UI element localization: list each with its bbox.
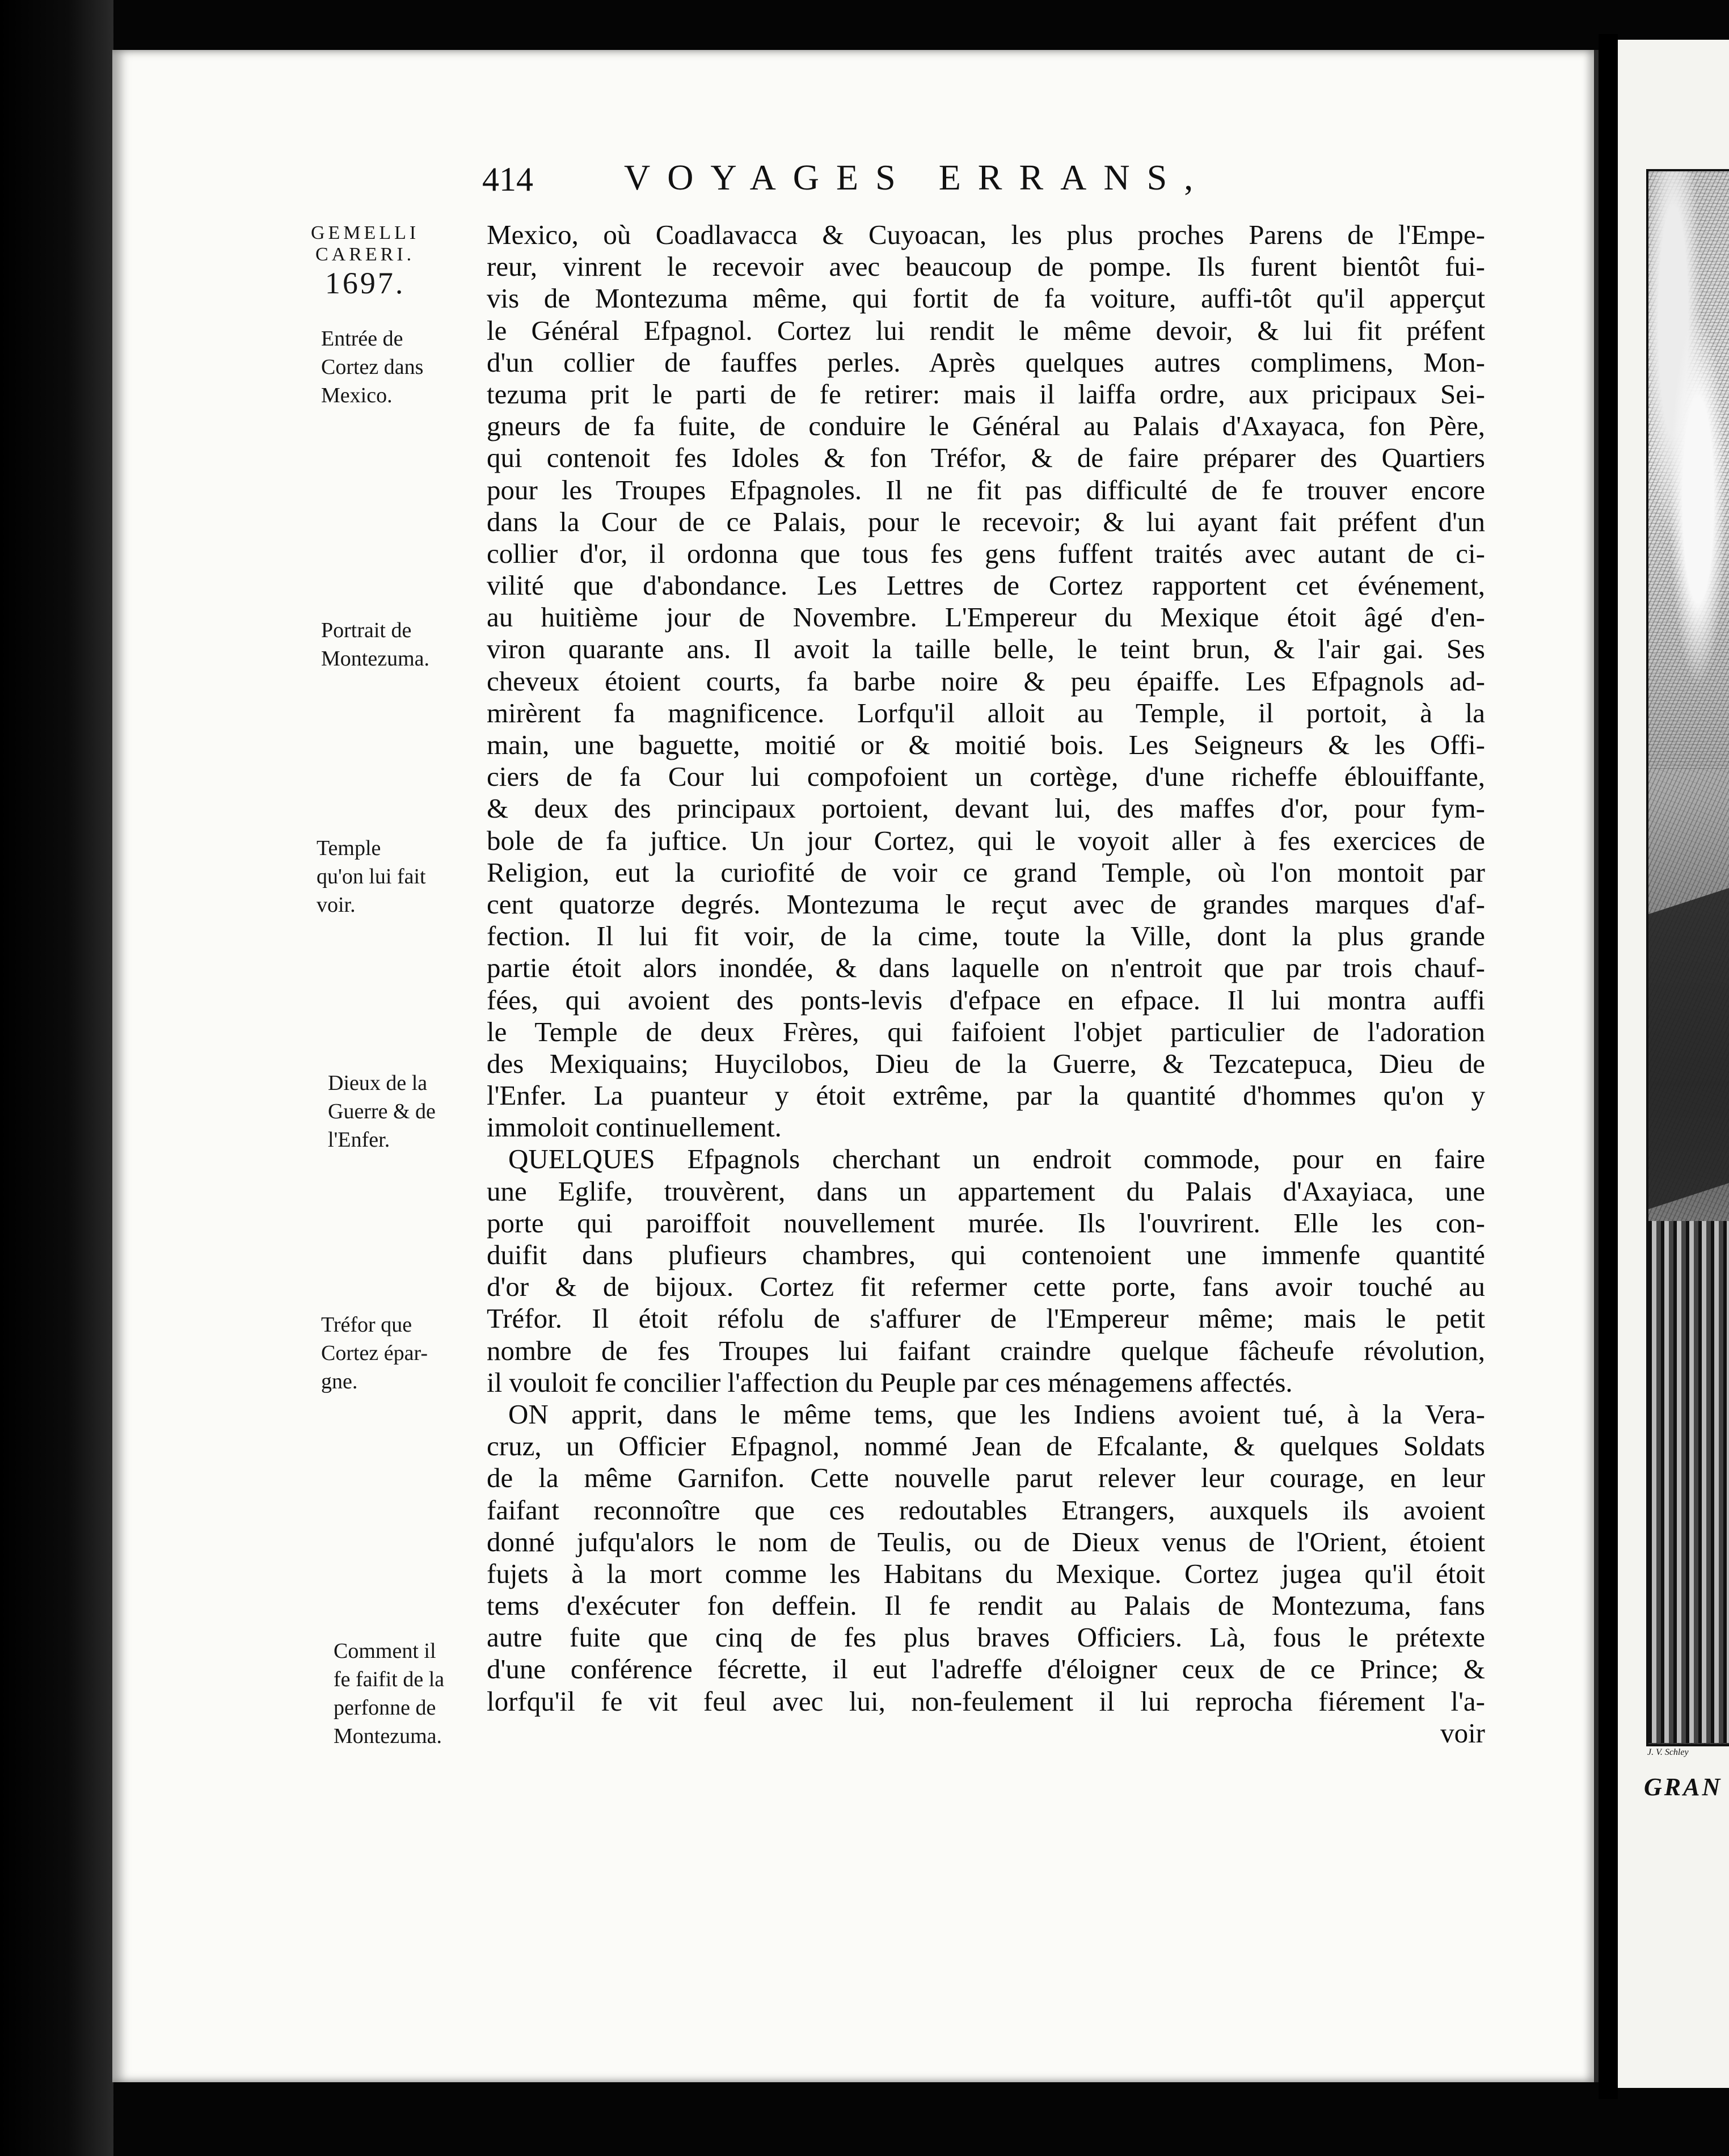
text-line: fection. Il lui fit voir, de la cime, toute la Ville, dont la plus grande: [487, 920, 1485, 952]
sidenote-line: Temple: [317, 836, 381, 860]
text-line: tems d'exécuter fon deffein. Il fe rendit au Palais de Montezuma, fans: [487, 1590, 1485, 1622]
text-line: au huitième jour de Novembre. L'Empereur du Mexique étoit âgé d'en-: [487, 601, 1485, 633]
text-line: dans la Cour de ce Palais, pour le recevoir; & lui ayant fait préfent d'un: [487, 506, 1485, 537]
text-line: donné jufqu'alors le nom de Teulis, ou de Dieux venus de l'Orient, étoient: [487, 1526, 1485, 1557]
running-title: VOYAGES ERRANS,: [624, 157, 1211, 197]
text-line: reur, vinrent le recevoir avec beaucoup de pompe. Ils furent bientôt fui-: [487, 251, 1485, 283]
sidenote-line: Dieux de la: [328, 1071, 428, 1095]
sidenote-line: Montezuma.: [321, 647, 430, 671]
sidenote-line: fe faifit de la: [334, 1667, 445, 1691]
sidenote-line: Montezuma.: [334, 1724, 442, 1748]
engraver-credit: J. V. Schley: [1647, 1747, 1689, 1757]
book-spine: [1599, 34, 1618, 2099]
sidenote-line: qu'on lui fait: [317, 865, 426, 888]
text-line: & deux des principaux portoient, devant lui, des maffes d'or, pour fym-: [487, 793, 1485, 824]
sidenote-line: Cortez épar-: [321, 1341, 428, 1365]
sidenote-temple: [317, 834, 426, 919]
text-line: collier d'or, il ordonna que tous fes gens fuffent traités avec autant de ci-: [487, 537, 1485, 569]
text-line: cruz, un Officier Efpagnol, nommé Jean de Efcalante, & quelques Soldats: [487, 1430, 1485, 1462]
sidenote-line: gne.: [321, 1370, 358, 1393]
engraving-plate: [1646, 169, 1729, 1746]
engraving-city: [1648, 1221, 1729, 1743]
text-line: vis de Montezuma même, qui fortit de fa voiture, auffi-tôt qu'il apperçut: [487, 283, 1485, 314]
text-line: fées, qui avoient des ponts-levis d'efpace en efpace. Il lui montra auffi: [487, 984, 1485, 1016]
sidenote-line: perfonne de: [334, 1696, 436, 1720]
text-line: Mexico, où Coadlavacca & Cuyoacan, les plus proches Parens de l'Empe-: [487, 219, 1485, 250]
sidenote-tresor: [321, 1311, 428, 1396]
text-line: cent quatorze degrés. Montezuma le reçut avec de grandes marques d'af-: [487, 888, 1485, 920]
text-line: d'or & de bijoux. Cortez fit refermer cette porte, fans avoir touché au: [487, 1271, 1485, 1303]
sidenote-portrait: [321, 616, 429, 673]
text-line: mirèrent fa magnificence. Lorfqu'il alloit au Temple, il portoit, à la: [487, 697, 1485, 729]
text-line: duifit dans plufieurs chambres, qui contenoient une immenfe quantité: [487, 1239, 1485, 1270]
plate-caption: GRAN: [1644, 1773, 1723, 1801]
text-line: il vouloit fe concilier l'affection du Peuple par ces ménagemens affectés.: [487, 1366, 1293, 1398]
sidenote-line: Comment il: [334, 1639, 436, 1663]
page-number: 414: [482, 161, 533, 198]
sidenote-year: 1697.: [324, 266, 406, 300]
sidenote-comment: [334, 1637, 444, 1750]
text-line: QUELQUES Efpagnols cherchant un endroit commode, pour en faire: [508, 1143, 1485, 1175]
text-line: qui contenoit fes Idoles & fon Tréfor, & de faire préparer des Quartiers: [487, 442, 1485, 474]
text-line: pour les Troupes Efpagnoles. Il ne fit pas difficulté de fe trouver encore: [487, 474, 1485, 506]
text-line: vilité que d'abondance. Les Lettres de Cortez rapportent cet événement,: [487, 570, 1485, 601]
text-line: gneurs de fa fuite, de conduire le Général au Palais d'Axayaca, fon Père,: [487, 410, 1485, 442]
text-line: fujets à la mort comme les Habitans du Mexique. Cortez jugea qu'il étoit: [487, 1557, 1485, 1589]
left-gutter: [0, 0, 113, 2156]
text-line: tezuma prit le parti de fe retirer: mais il laiffa ordre, aux pricipaux Sei-: [487, 378, 1485, 410]
text-line: Religion, eut la curiofité de voir ce grand Temple, où l'on montoit par: [487, 856, 1485, 888]
text-line: ciers de fa Cour lui compofoient un cortège, d'une richeffe éblouiffante,: [487, 761, 1485, 793]
sidenote-line: GEMELLI: [311, 222, 420, 243]
sidenote-line: Guerre & de: [328, 1100, 436, 1123]
text-line: l'Enfer. La puanteur y étoit extrême, par la quantité d'hommes qu'on y: [487, 1080, 1485, 1111]
text-line: de la même Garnifon. Cette nouvelle parut relever leur courage, en leur: [487, 1462, 1485, 1494]
sidenote-line: Entrée de: [321, 327, 403, 351]
body-text: [487, 219, 1485, 1749]
text-line: cheveux étoient courts, fa barbe noire & peu épaiffe. Les Efpagnols ad-: [487, 665, 1485, 697]
text-line: immoloit continuellement.: [487, 1111, 782, 1143]
sidenote-line: l'Enfer.: [328, 1128, 390, 1152]
text-line: main, une baguette, moitié or & moitié bois. Les Seigneurs & les Offi-: [487, 729, 1485, 760]
text-line: des Mexiquains; Huycilobos, Dieu de la Guerre, & Tezcatepuca, Dieu de: [487, 1047, 1485, 1079]
sidenote-line: Portrait de: [321, 618, 412, 642]
text-line: partie étoit alors inondée, & dans laquelle on n'entroit que par trois chauf-: [487, 952, 1485, 984]
catchword: voir: [1440, 1717, 1485, 1749]
text-line: d'un collier de fauffes perles. Après quelques autres complimens, Mon-: [487, 346, 1485, 378]
text-line: le Temple de deux Frères, qui faifoient l'objet particulier de l'adoration: [487, 1016, 1485, 1047]
page-edge: [1594, 50, 1599, 2082]
sidenote-line: CARERI.: [315, 244, 415, 265]
engraving-mountain: [1646, 877, 1729, 1212]
sidenote-entry: [321, 325, 423, 410]
text-line: le Général Efpagnol. Cortez lui rendit le même devoir, & lui fit préfent: [487, 314, 1485, 346]
engraving-sky: [1648, 171, 1729, 769]
text-line: Tréfor. Il étoit réfolu de s'affurer de l'Empereur même; mais le petit: [487, 1303, 1485, 1334]
text-line: bole de fa juftice. Un jour Cortez, qui le voyoit aller à fes exercices de: [487, 824, 1485, 856]
text-line: autre fuite que cinq de fes plus braves Officiers. Là, fous le prétexte: [487, 1622, 1485, 1653]
sidenote-line: Cortez dans: [321, 355, 424, 379]
text-line: faifant reconnoître que ces redoutables Etrangers, auxquels ils avoient: [487, 1494, 1485, 1526]
sidenote-line: Tréfor que: [321, 1313, 412, 1337]
text-line: viron quarante ans. Il avoit la taille belle, le teint brun, & l'air gai. Ses: [487, 633, 1485, 665]
sidenote-line: Mexico.: [321, 384, 393, 407]
sidenote-dieux: [328, 1069, 436, 1154]
text-line: une Eglife, trouvèrent, dans un appartement du Palais d'Axayiaca, une: [487, 1175, 1485, 1207]
text-line: ON apprit, dans le même tems, que les Indiens avoient tué, à la Vera-: [508, 1398, 1485, 1430]
sidenote-line: voir.: [317, 893, 356, 917]
text-line: porte qui paroiffoit nouvellement murée. Ils l'ouvrirent. Elle les con-: [487, 1207, 1485, 1239]
text-line: d'une conférence fécrette, il eut l'adreffe d'éloigner ceux de ce Prince; &: [487, 1653, 1485, 1685]
text-line: nombre de fes Troupes lui faifant craindre quelque fâcheufe révolution,: [487, 1334, 1485, 1366]
sidenote-author: [311, 222, 419, 301]
text-line: lorfqu'il fe vit feul avec lui, non-feulement il lui reprocha fiérement l'a-: [487, 1685, 1485, 1717]
